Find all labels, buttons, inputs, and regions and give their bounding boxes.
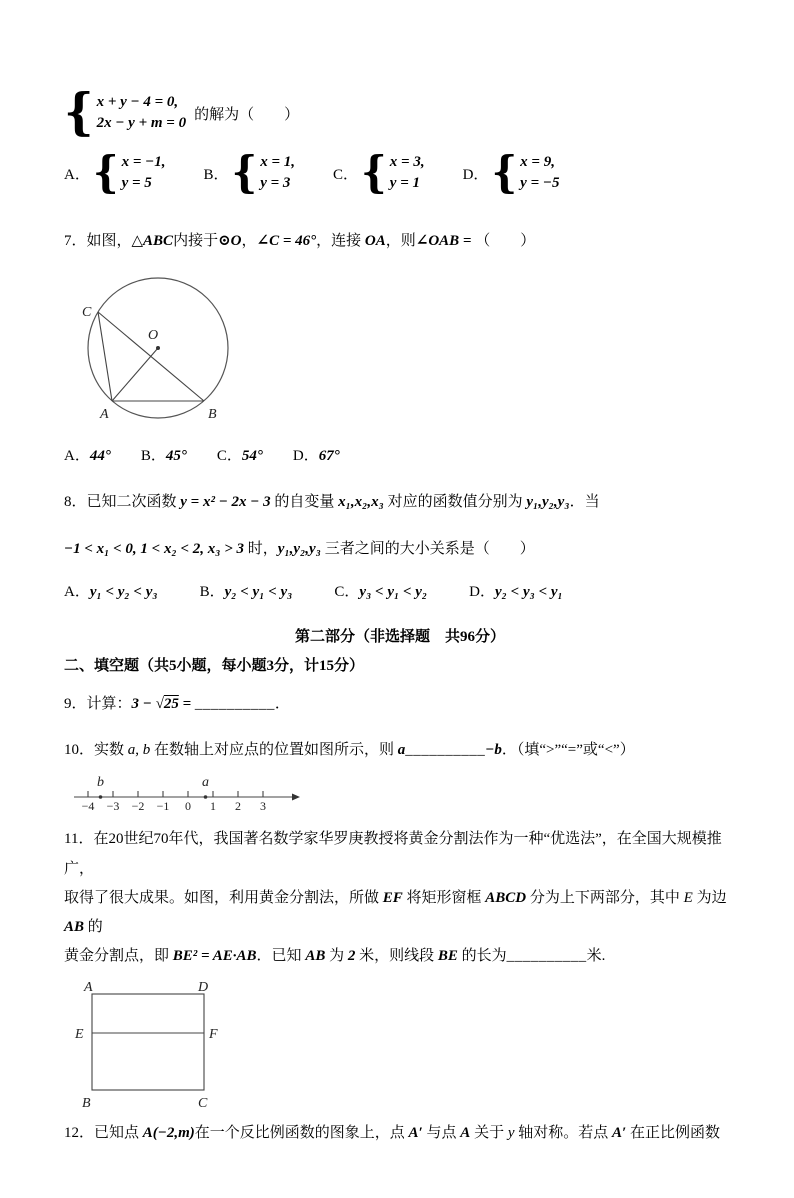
corner-label-B: B	[82, 1095, 91, 1110]
corner-label-D: D	[198, 979, 209, 995]
text-run: AB	[305, 948, 326, 965]
choice-label: B．	[140, 448, 166, 465]
text-run: 在一个反比例函数的图象上，点	[194, 1124, 409, 1141]
q8-choices	[64, 580, 736, 601]
text-run: −b	[485, 742, 502, 758]
text-run: ,	[135, 742, 143, 758]
q7-choices	[64, 444, 736, 465]
choice-label: B．	[203, 166, 229, 183]
q11-line1	[64, 825, 736, 884]
numberline-svg	[70, 771, 308, 815]
choice-label: C．	[333, 166, 359, 183]
text-run: y	[507, 1124, 515, 1141]
text-run: b	[142, 742, 151, 758]
corner-label-A: A	[84, 979, 93, 995]
text-run: 时，	[244, 540, 278, 557]
point-a-dot	[204, 795, 208, 799]
text-run: ．当	[569, 494, 600, 511]
q7-choice-c	[217, 444, 263, 465]
axis-arrow-icon	[292, 794, 300, 801]
q10-stem	[64, 737, 736, 763]
left-brace-icon: {	[92, 147, 119, 198]
choice-label: D．	[292, 448, 319, 465]
choice-value: 45°	[165, 448, 187, 465]
q8-stem-line2	[64, 536, 736, 562]
q8-choice-a	[64, 580, 158, 601]
tick-label: −2	[131, 799, 145, 814]
text-run: 3 −	[131, 695, 156, 712]
q6-choice-c	[333, 147, 425, 198]
text-run: ．	[274, 695, 290, 712]
center-dot	[156, 346, 160, 350]
q11-rectangle-diagram	[70, 980, 736, 1110]
text-run: a	[127, 742, 136, 758]
point-label-B: B	[208, 407, 217, 423]
text-run: （ ）	[475, 233, 536, 249]
text-run: ∠OAB =	[415, 233, 476, 249]
text-run: △ABC	[131, 233, 174, 249]
choice-eq-top: x = −1,	[121, 154, 166, 170]
rect-ABCD	[92, 994, 204, 1090]
text-run: 在数轴上对应点的位置如图所示，则	[150, 742, 398, 758]
text-run: y₁,y₂,y₃	[277, 540, 321, 557]
q9-stem	[64, 691, 736, 717]
text-run: A	[460, 1124, 471, 1141]
q10-numberline-diagram	[70, 771, 736, 815]
choice-value: y₃ < y₁ < y₂	[359, 583, 428, 600]
q12-stem	[64, 1120, 736, 1146]
choice-eq-top: x = 3,	[389, 154, 425, 170]
q6-choice-d	[462, 147, 560, 198]
text-run: =	[178, 695, 195, 712]
tick-label: −1	[156, 799, 170, 814]
q11-line3	[64, 942, 736, 971]
text-run: 黄金分割点，即	[64, 948, 173, 965]
text-run: ．已知	[256, 948, 306, 965]
choice-eq-bottom: y = 3	[260, 175, 291, 191]
q6-equation-2: 2x − y + m = 0	[96, 115, 187, 131]
text-run: 分为上下两部分，其中	[526, 889, 684, 906]
point-label-F: F	[209, 1026, 218, 1042]
choice-value: y₂ < y₃ < y₁	[495, 583, 563, 600]
tick-label: 1	[210, 799, 216, 814]
circle-diagram-svg	[70, 266, 252, 434]
text-run: 10．实数	[64, 742, 128, 758]
q6-choices	[64, 147, 736, 198]
choice-eq-top: x = 9,	[520, 154, 555, 170]
text-run: √	[155, 695, 164, 712]
q6-choice-a	[64, 147, 166, 198]
q6-suffix: 的解为（ ）	[194, 106, 300, 123]
choice-label: D．	[469, 583, 496, 600]
point-label-b: b	[97, 775, 104, 791]
choice-label: B．	[199, 583, 225, 600]
segment-OA	[112, 348, 158, 401]
text-run: 8．已知二次函数	[64, 494, 181, 511]
text-run: 25	[163, 695, 179, 712]
text-run: 米.	[586, 948, 606, 965]
q7-circle-diagram	[70, 266, 736, 434]
tick-label: 0	[185, 799, 191, 814]
section2-heading: 二、填空题（共5小题，每小题3分，计15分）	[64, 657, 365, 674]
choice-value: 44°	[89, 448, 111, 465]
text-run: ，则	[385, 233, 416, 249]
text-run: A′	[408, 1124, 423, 1141]
part2-heading: 第二部分（非选择题 共96分）	[294, 628, 505, 645]
text-run: −1 < x₁ < 0, 1 < x₂ < 2, x₃ > 3	[64, 540, 245, 557]
text-run: 内接于	[173, 233, 219, 249]
point-label-A: A	[100, 407, 109, 423]
text-run: y = x² − 2x − 3	[180, 494, 271, 511]
q7-choice-d	[293, 444, 340, 465]
q7-choice-b	[141, 444, 187, 465]
text-run: 11．在20世纪70年代，我国著名数学家华罗庚教授将黄金分割法作为一种“优选法”，在全国大规模推广，	[64, 831, 722, 877]
choice-eq-top: x = 1,	[260, 154, 296, 170]
choice-value: 54°	[241, 448, 263, 465]
text-run: 7．如图，	[64, 233, 132, 249]
text-run: 将矩形窗框	[402, 889, 486, 906]
point-label-E: E	[75, 1026, 84, 1042]
choice-label: A．	[64, 583, 90, 600]
q6-system-block	[64, 83, 736, 142]
left-brace-icon: {	[64, 83, 94, 142]
text-run: 的	[84, 919, 103, 935]
q6-system-lines	[97, 92, 187, 134]
left-brace-icon: {	[491, 147, 518, 198]
text-run: 与点	[422, 1124, 461, 1141]
text-run: 取得了很大成果。如图，利用黄金分割法，所做	[64, 889, 383, 906]
q6-choice-b	[203, 147, 296, 198]
text-run: 关于	[470, 1124, 508, 1141]
text-run: 12．已知点	[64, 1124, 143, 1141]
text-run: E	[683, 889, 693, 906]
choice-label: C．	[334, 583, 360, 600]
choice-value: 67°	[318, 448, 340, 465]
choice-value: y₂ < y₁ < y₃	[224, 583, 293, 600]
choice-label: C．	[216, 448, 242, 465]
text-run: 在正比例函数	[626, 1124, 721, 1141]
text-run: __________	[194, 695, 275, 712]
text-run: 对应的函数值分别为	[383, 494, 527, 511]
q7-choice-a	[64, 444, 111, 465]
text-run: __________	[506, 948, 587, 965]
text-run: x₁,x₂,x₃	[338, 494, 384, 511]
text-run: ABCD	[485, 889, 527, 906]
text-run: BE	[437, 948, 458, 965]
tick-label: −3	[106, 799, 120, 814]
rectangle-svg	[70, 980, 226, 1110]
text-run: 的自变量	[270, 494, 339, 511]
corner-label-C: C	[198, 1095, 208, 1110]
choice-label: A．	[64, 448, 90, 465]
text-run: 2	[347, 948, 356, 965]
tick-label: 2	[235, 799, 241, 814]
text-run: ∠C = 46°	[256, 233, 317, 249]
left-brace-icon: {	[361, 147, 387, 198]
text-run: 9．计算：	[64, 695, 132, 712]
point-label-O: O	[148, 328, 159, 344]
text-run: ，	[241, 233, 257, 249]
text-run: 三者之间的大小关系是（ ）	[320, 540, 535, 557]
choice-label: D．	[462, 166, 489, 183]
text-run: OA	[364, 233, 386, 249]
text-run: ⊙O	[218, 233, 242, 249]
left-brace-icon: {	[231, 147, 258, 198]
text-run: 米，则线段	[355, 948, 438, 965]
choice-label: A．	[64, 166, 90, 183]
q11-stem	[64, 825, 736, 971]
q11-line2	[64, 884, 736, 943]
q7-stem	[64, 228, 736, 254]
q8-choice-d	[469, 580, 563, 601]
text-run: 为边	[692, 889, 727, 906]
text-run: 轴对称。若点	[514, 1124, 613, 1141]
point-b-dot	[99, 795, 103, 799]
choice-eq-bottom: y = 5	[121, 175, 152, 191]
text-run: A(−2,m)	[142, 1124, 195, 1141]
choice-eq-bottom: y = 1	[389, 175, 420, 191]
text-run: y₁,y₂,y₃	[526, 494, 570, 511]
text-run: EF	[382, 889, 403, 906]
text-run: AB	[64, 919, 85, 935]
choice-value: y₁ < y₂ < y₃	[89, 583, 158, 600]
tick-label: 3	[260, 799, 266, 814]
text-run: 的长为	[457, 948, 507, 965]
text-run: 为	[325, 948, 348, 965]
q8-choice-b	[200, 580, 293, 601]
text-run: ，连接	[316, 233, 365, 249]
q8-choice-c	[334, 580, 427, 601]
text-run: A′	[612, 1124, 627, 1141]
text-run: BE² = AE·AB	[172, 948, 257, 965]
point-label-C: C	[82, 305, 92, 321]
text-run: ．（填“>”“=”或“<”）	[501, 742, 635, 758]
q8-stem-line1	[64, 489, 736, 515]
text-run: __________	[405, 742, 486, 758]
choice-eq-bottom: y = −5	[520, 175, 560, 191]
point-label-a: a	[202, 775, 209, 791]
text-run: a	[397, 742, 406, 758]
tick-label: −4	[81, 799, 95, 814]
q6-equation-1: x + y − 4 = 0,	[96, 94, 179, 110]
